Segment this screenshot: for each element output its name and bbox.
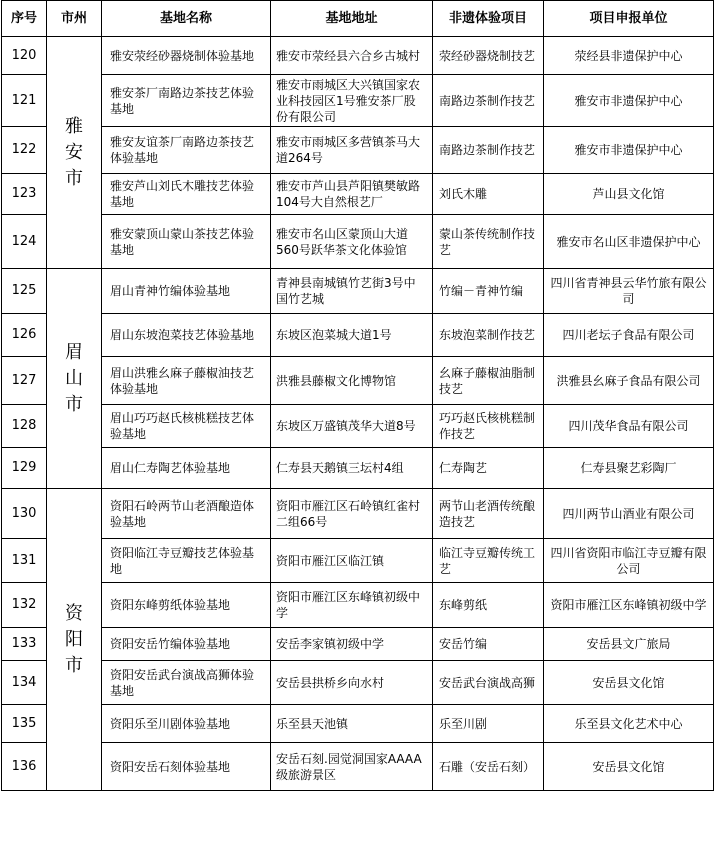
declaring-unit-cell: 荥经县非遗保护中心: [544, 37, 714, 75]
base-address-cell: 资阳市雁江区临江镇: [271, 539, 433, 583]
declaring-unit-cell: 乐至县文化艺术中心: [544, 705, 714, 743]
city-cell: [47, 37, 102, 269]
project-cell: 石雕（安岳石刻）: [433, 743, 544, 791]
declaring-unit-cell: 四川老坛子食品有限公司: [544, 314, 714, 357]
serial-number-cell: 121: [2, 75, 47, 127]
table-row: [2, 539, 714, 583]
table-row: [2, 743, 714, 791]
table-row: [2, 174, 714, 215]
declaring-unit-cell: 四川省青神县云华竹旅有限公司: [544, 269, 714, 314]
table-row: [2, 37, 714, 75]
serial-number-cell: 131: [2, 539, 47, 583]
declaring-unit-cell: 芦山县文化馆: [544, 174, 714, 215]
table-row: [2, 661, 714, 705]
base-address-cell: 安岳石刻.园觉洞国家AAAA级旅游景区: [271, 743, 433, 791]
project-cell: 蒙山茶传统制作技艺: [433, 215, 544, 269]
serial-number-cell: 127: [2, 357, 47, 405]
base-address-cell: 青神县南城镇竹艺街3号中国竹艺城: [271, 269, 433, 314]
declaring-unit-cell: 资阳市雁江区东峰镇初级中学: [544, 583, 714, 628]
project-cell: 安岳竹编: [433, 628, 544, 661]
base-address-cell: 东坡区万盛镇茂华大道8号: [271, 405, 433, 448]
base-address-cell: 仁寿县天鹅镇三坛村4组: [271, 448, 433, 489]
declaring-unit-cell: 仁寿县聚艺彩陶厂: [544, 448, 714, 489]
table-row: [2, 448, 714, 489]
project-cell: 南路边茶制作技艺: [433, 127, 544, 174]
table-row: [2, 314, 714, 357]
project-cell: 东峰剪纸: [433, 583, 544, 628]
table-row: [2, 489, 714, 539]
base-name-cell: 资阳东峰剪纸体验基地: [102, 583, 271, 628]
serial-number-cell: 123: [2, 174, 47, 215]
base-name-cell: 资阳安岳武台演战高狮体验基地: [102, 661, 271, 705]
base-name-cell: 资阳安岳石刻体验基地: [102, 743, 271, 791]
serial-number-cell: 126: [2, 314, 47, 357]
base-address-cell: 雅安市芦山县芦阳镇樊敏路104号大自然根艺厂: [271, 174, 433, 215]
project-cell: 临江寺豆瓣传统工艺: [433, 539, 544, 583]
header-city: 市州: [47, 1, 102, 37]
base-name-cell: 资阳石岭两节山老酒酿造体验基地: [102, 489, 271, 539]
base-name-cell: 眉山巧巧赵氏核桃糕技艺体验基地: [102, 405, 271, 448]
city-cell: [47, 269, 102, 489]
project-cell: 巧巧赵氏核桃糕制作技艺: [433, 405, 544, 448]
project-cell: 幺麻子藤椒油脂制技艺: [433, 357, 544, 405]
table-row: [2, 583, 714, 628]
base-address-cell: 安岳县拱桥乡向水村: [271, 661, 433, 705]
base-name-cell: 资阳乐至川剧体验基地: [102, 705, 271, 743]
declaring-unit-cell: 四川茂华食品有限公司: [544, 405, 714, 448]
project-cell: 南路边茶制作技艺: [433, 75, 544, 127]
city-name: 雅安市: [65, 115, 83, 189]
declaring-unit-cell: 四川省资阳市临江寺豆瓣有限公司: [544, 539, 714, 583]
declaring-unit-cell: 安岳县文化馆: [544, 661, 714, 705]
header-declaring-unit: 项目申报单位: [544, 1, 714, 37]
base-address-cell: 资阳市雁江区石岭镇红雀村二组66号: [271, 489, 433, 539]
table-row: [2, 215, 714, 269]
serial-number-cell: 136: [2, 743, 47, 791]
serial-number-cell: 128: [2, 405, 47, 448]
table-row: [2, 628, 714, 661]
declaring-unit-cell: 洪雅县幺麻子食品有限公司: [544, 357, 714, 405]
base-name-cell: 眉山洪雅幺麻子藤椒油技艺体验基地: [102, 357, 271, 405]
project-cell: 东坡泡菜制作技艺: [433, 314, 544, 357]
serial-number-cell: 133: [2, 628, 47, 661]
project-cell: 竹编－青神竹编: [433, 269, 544, 314]
declaring-unit-cell: 雅安市名山区非遗保护中心: [544, 215, 714, 269]
project-cell: 刘氏木雕: [433, 174, 544, 215]
base-address-cell: 雅安市荥经县六合乡古城村: [271, 37, 433, 75]
project-cell: 乐至川剧: [433, 705, 544, 743]
header-project: 非遗体验项目: [433, 1, 544, 37]
base-name-cell: 资阳临江寺豆瓣技艺体验基地: [102, 539, 271, 583]
base-address-cell: 洪雅县藤椒文化博物馆: [271, 357, 433, 405]
table-row: [2, 357, 714, 405]
serial-number-cell: 120: [2, 37, 47, 75]
declaring-unit-cell: 雅安市非遗保护中心: [544, 127, 714, 174]
base-address-cell: 安岳李家镇初级中学: [271, 628, 433, 661]
heritage-base-table: [1, 0, 714, 791]
serial-number-cell: 130: [2, 489, 47, 539]
city-name: 眉山市: [65, 341, 83, 415]
serial-number-cell: 134: [2, 661, 47, 705]
base-address-cell: 雅安市名山区蒙顶山大道560号跃华茶文化体验馆: [271, 215, 433, 269]
base-address-cell: 乐至县天池镇: [271, 705, 433, 743]
project-cell: 安岳武台演战高狮: [433, 661, 544, 705]
base-address-cell: 东坡区泡菜城大道1号: [271, 314, 433, 357]
base-name-cell: 雅安蒙顶山蒙山茶技艺体验基地: [102, 215, 271, 269]
header-base-name: 基地名称: [102, 1, 271, 37]
project-cell: 两节山老酒传统酿造技艺: [433, 489, 544, 539]
table-row: [2, 269, 714, 314]
city-name: 资阳市: [65, 602, 83, 676]
city-cell: [47, 489, 102, 791]
table-row: [2, 75, 714, 127]
table-header-row: [2, 1, 714, 37]
base-name-cell: 眉山仁寿陶艺体验基地: [102, 448, 271, 489]
serial-number-cell: 132: [2, 583, 47, 628]
base-address-cell: 资阳市雁江区东峰镇初级中学: [271, 583, 433, 628]
base-name-cell: 雅安茶厂南路边茶技艺体验基地: [102, 75, 271, 127]
serial-number-cell: 122: [2, 127, 47, 174]
declaring-unit-cell: 雅安市非遗保护中心: [544, 75, 714, 127]
base-address-cell: 雅安市雨城区多营镇茶马大道264号: [271, 127, 433, 174]
base-name-cell: 雅安友谊茶厂南路边茶技艺体验基地: [102, 127, 271, 174]
base-name-cell: 资阳安岳竹编体验基地: [102, 628, 271, 661]
base-address-cell: 雅安市雨城区大兴镇国家农业科技园区1号雅安茶厂股份有限公司: [271, 75, 433, 127]
declaring-unit-cell: 安岳县文化馆: [544, 743, 714, 791]
declaring-unit-cell: 安岳县文广旅局: [544, 628, 714, 661]
table-row: [2, 405, 714, 448]
base-name-cell: 眉山青神竹编体验基地: [102, 269, 271, 314]
declaring-unit-cell: 四川两节山酒业有限公司: [544, 489, 714, 539]
header-serial-number: 序号: [2, 1, 47, 37]
table-row: [2, 127, 714, 174]
base-name-cell: 雅安芦山刘氏木雕技艺体验基地: [102, 174, 271, 215]
serial-number-cell: 124: [2, 215, 47, 269]
project-cell: 荥经砂器烧制技艺: [433, 37, 544, 75]
serial-number-cell: 129: [2, 448, 47, 489]
table-row: [2, 705, 714, 743]
serial-number-cell: 125: [2, 269, 47, 314]
project-cell: 仁寿陶艺: [433, 448, 544, 489]
serial-number-cell: 135: [2, 705, 47, 743]
header-base-address: 基地地址: [271, 1, 433, 37]
base-name-cell: 眉山东坡泡菜技艺体验基地: [102, 314, 271, 357]
base-name-cell: 雅安荥经砂器烧制体验基地: [102, 37, 271, 75]
